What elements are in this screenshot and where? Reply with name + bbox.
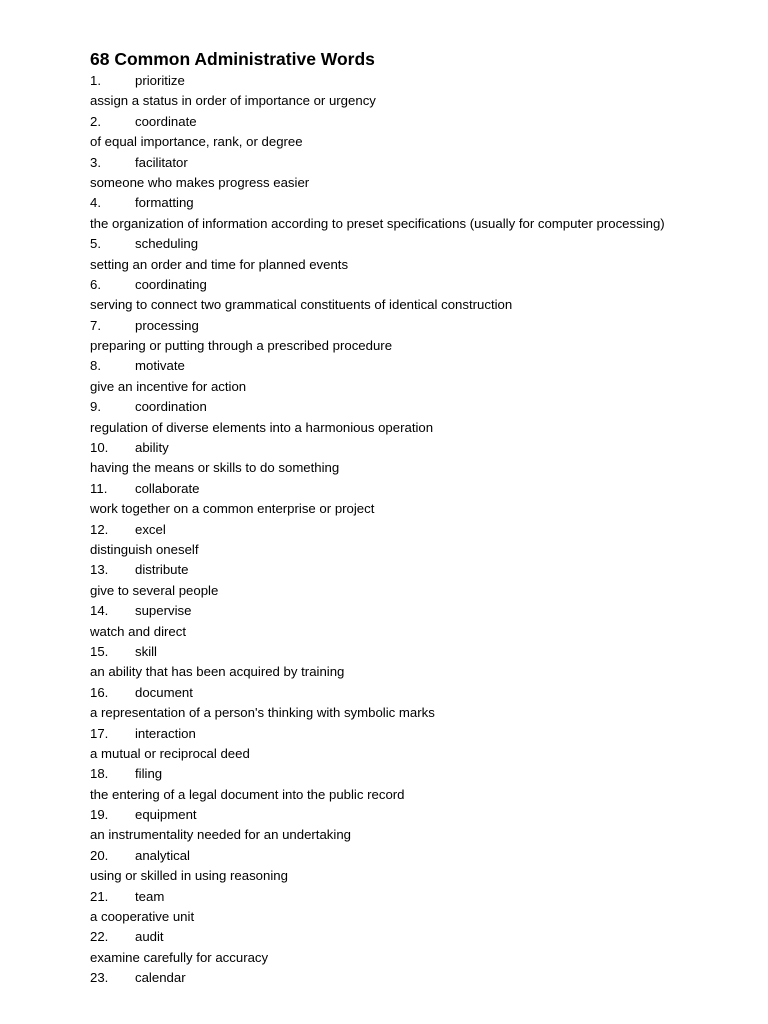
entry-number: 14. <box>90 603 109 619</box>
entry-term: team <box>135 888 165 904</box>
entry-term: motivate <box>135 358 185 374</box>
entry-definition: distinguish oneself <box>90 541 199 557</box>
entry-number: 8. <box>90 358 101 374</box>
entry-number: 11. <box>90 480 108 496</box>
entry-definition: a representation of a person's thinking with symbolic marks <box>90 705 435 721</box>
entry-definition: watch and direct <box>90 623 187 639</box>
entry-definition: regulation of diverse elements into a harmonious operation <box>90 419 434 435</box>
word-entry <box>90 397 750 438</box>
word-entry <box>90 479 750 520</box>
term-line <box>90 764 750 784</box>
entry-number: 9. <box>90 399 101 415</box>
term-line <box>90 724 750 744</box>
term-line <box>90 71 750 91</box>
entry-definition: work together on a common enterprise or project <box>90 501 375 517</box>
word-entry <box>90 234 750 275</box>
entry-definition: examine carefully for accuracy <box>90 949 269 965</box>
entry-term: scheduling <box>135 236 199 252</box>
entry-number: 20. <box>90 847 109 863</box>
term-line <box>90 112 750 132</box>
word-entry <box>90 560 750 601</box>
entry-number: 12. <box>90 521 109 537</box>
entry-definition: having the means or skills to do something <box>90 460 340 476</box>
entry-definition: serving to connect two grammatical constituents of identical construction <box>90 297 513 313</box>
term-line <box>90 356 750 376</box>
entry-term: filing <box>135 766 163 782</box>
entry-term: audit <box>135 929 164 945</box>
entry-number: 7. <box>90 317 101 333</box>
word-entry <box>90 724 750 765</box>
entry-number: 10. <box>90 440 109 456</box>
entry-definition: the entering of a legal document into the public record <box>90 786 405 802</box>
entry-term: coordination <box>135 399 207 415</box>
entry-term: calendar <box>135 970 186 986</box>
term-line <box>90 805 750 825</box>
entry-number: 16. <box>90 684 109 700</box>
entry-definition: of equal importance, rank, or degree <box>90 134 303 150</box>
entry-number: 19. <box>90 807 109 823</box>
word-entry <box>90 846 750 887</box>
word-entry <box>90 520 750 561</box>
word-entry <box>90 193 750 234</box>
entry-term: analytical <box>135 847 190 863</box>
entry-definition: a mutual or reciprocal deed <box>90 745 250 761</box>
entry-term: excel <box>135 521 166 537</box>
entry-number: 1. <box>90 73 101 88</box>
word-entry <box>90 316 750 357</box>
word-entry <box>90 887 750 928</box>
word-entry <box>90 275 750 316</box>
word-entry <box>90 642 750 683</box>
term-line <box>90 234 750 254</box>
entry-definition: the organization of information according to preset specifications (usually for computer processing) <box>90 215 665 231</box>
entry-number: 13. <box>90 562 109 578</box>
entry-number: 4. <box>90 195 101 211</box>
entry-number: 21. <box>90 888 109 904</box>
word-list <box>90 71 750 989</box>
term-line <box>90 968 750 988</box>
entry-number: 15. <box>90 643 109 659</box>
entry-number: 23. <box>90 970 109 986</box>
entry-definition: an ability that has been acquired by training <box>90 664 345 680</box>
entry-definition: give an incentive for action <box>90 378 247 394</box>
entry-definition: assign a status in order of importance or urgency <box>90 93 376 109</box>
entry-definition: preparing or putting through a prescribed procedure <box>90 338 393 354</box>
term-line <box>90 193 750 213</box>
document-title: 68 Common Administrative Words <box>90 49 375 69</box>
entry-term: equipment <box>135 807 197 823</box>
term-line <box>90 846 750 866</box>
entry-definition: using or skilled in using reasoning <box>90 868 288 884</box>
term-line <box>90 642 750 662</box>
word-entry <box>90 112 750 153</box>
word-entry <box>90 71 750 112</box>
word-entry <box>90 764 750 805</box>
entry-term: supervise <box>135 603 192 619</box>
entry-number: 18. <box>90 766 109 782</box>
term-line <box>90 316 750 336</box>
word-entry <box>90 153 750 194</box>
entry-number: 6. <box>90 276 101 292</box>
term-line <box>90 275 750 295</box>
word-entry <box>90 601 750 642</box>
entry-term: document <box>135 684 193 700</box>
word-entry <box>90 927 750 968</box>
entry-term: coordinate <box>135 113 197 129</box>
entry-term: distribute <box>135 562 189 578</box>
entry-number: 2. <box>90 113 101 129</box>
entry-definition: someone who makes progress easier <box>90 174 310 190</box>
entry-term: coordinating <box>135 276 207 292</box>
term-line <box>90 683 750 703</box>
term-line <box>90 927 750 947</box>
entry-term: interaction <box>135 725 196 741</box>
entry-term: formatting <box>135 195 194 211</box>
entry-term: skill <box>135 643 157 659</box>
term-line <box>90 601 750 621</box>
entry-definition: give to several people <box>90 582 219 598</box>
word-entry <box>90 356 750 397</box>
entry-number: 3. <box>90 154 101 170</box>
entry-definition: an instrumentality needed for an undertaking <box>90 827 351 843</box>
entry-definition: setting an order and time for planned events <box>90 256 349 272</box>
term-line <box>90 397 750 417</box>
word-entry <box>90 683 750 724</box>
entry-term: facilitator <box>135 154 188 170</box>
entry-term: prioritize <box>135 73 185 88</box>
word-entry <box>90 805 750 846</box>
document-page <box>90 47 750 989</box>
term-line <box>90 560 750 580</box>
term-line <box>90 153 750 173</box>
entry-definition: a cooperative unit <box>90 909 195 925</box>
term-line <box>90 438 750 458</box>
entry-term: processing <box>135 317 199 333</box>
term-line <box>90 479 750 499</box>
entry-number: 22. <box>90 929 109 945</box>
term-line <box>90 520 750 540</box>
entry-term: ability <box>135 440 169 456</box>
entry-term: collaborate <box>135 480 200 496</box>
entry-number: 17. <box>90 725 109 741</box>
entry-number: 5. <box>90 236 101 252</box>
word-entry <box>90 438 750 479</box>
term-line <box>90 887 750 907</box>
word-entry <box>90 968 750 988</box>
